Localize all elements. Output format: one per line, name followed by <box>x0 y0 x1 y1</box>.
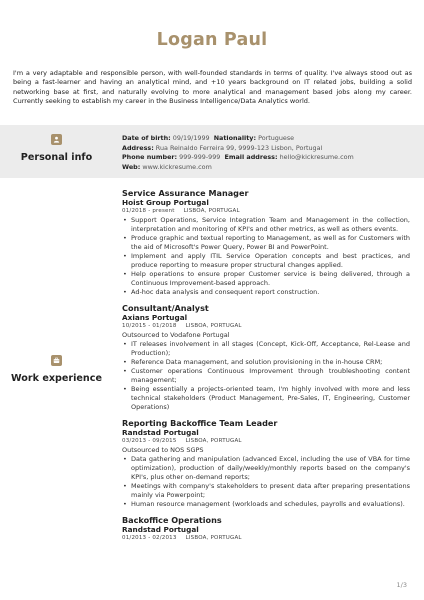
job-meta <box>122 534 410 543</box>
work-experience-title: Work experience <box>11 373 102 384</box>
personal-info-title: Personal info <box>20 152 93 163</box>
job-intro: Outsourced to NOS SGPS <box>122 446 204 454</box>
job-bullet: • IT releases involvement in all stages (Concept, Kick-Off, Acceptance, Rel-Lease and Production); <box>122 340 410 358</box>
nationality-label: Nationality: <box>213 134 257 142</box>
job-company: Axians Portugal <box>122 313 188 322</box>
job-bullet: • Customer operations Continuous Improvement through troubleshooting content management; <box>122 367 410 385</box>
job-bullet: • Ad-hoc data analysis and consequent report construction. <box>122 288 410 297</box>
job-bullet: • Meetings with company's stakeholders to present data after preparing presentations mainly via Powerpoint; <box>122 482 410 500</box>
email-value[interactable]: hello@kickresume.com <box>279 153 354 161</box>
job-dates: 01/2013 - 02/2013 <box>122 535 177 541</box>
job-intro: Outsourced to Vodafone Portugal <box>122 331 230 339</box>
job-bullets <box>122 455 410 509</box>
web-label: Web: <box>122 162 141 171</box>
pi-line-phone <box>122 153 354 163</box>
phone-value: 999-999-999 <box>179 153 221 161</box>
job-bullet: • Produce graphic and textual reporting to Management, as well as for Customers with the aid of Microsoft's Power Query, Power BI and PowerPoint. <box>122 234 410 252</box>
job-company: Randstad Portugal <box>122 525 199 534</box>
job-title: Service Assurance Manager <box>122 188 249 198</box>
address-value: Rua Reinaldo Ferreira 99, 9999-123 Lisbon, Portugal <box>155 143 323 152</box>
job-bullets <box>122 216 410 297</box>
nationality-value: Portuguese <box>258 134 295 142</box>
pi-line-web <box>122 163 354 173</box>
personal-info-heading <box>0 134 113 163</box>
candidate-name: Logan Paul <box>156 30 268 50</box>
address-label: Address: <box>122 143 154 152</box>
pi-line-address <box>122 144 354 154</box>
job-entry <box>122 515 410 543</box>
job-entry <box>122 418 410 509</box>
briefcase-icon <box>51 355 62 366</box>
job-location: LISBOA, PORTUGAL <box>185 323 242 329</box>
personal-info-details <box>122 134 354 172</box>
job-bullet: • Support Operations, Service Integration Team and Management in the collection, interpretation and monitoring of KPI's and other metrics, as well as others events. <box>122 216 410 234</box>
job-entry <box>122 188 410 297</box>
job-company: Hoist Group Portugal <box>122 198 209 207</box>
job-entry <box>122 303 410 412</box>
phone-label: Phone number: <box>122 153 178 161</box>
job-location: LISBOA, PORTUGAL <box>185 535 242 541</box>
web-value[interactable]: www.kickresume.com <box>142 162 212 171</box>
job-bullet: • Implement and apply ITIL Service Operation concepts and best practices, and produce reporting to measure proper structural changes applied. <box>122 252 410 270</box>
job-title: Backoffice Operations <box>122 515 222 525</box>
pi-line-dob <box>122 134 354 144</box>
job-location: LISBOA, PORTUGAL <box>183 208 240 214</box>
job-bullets <box>122 340 410 412</box>
page-number: 1/3 <box>396 581 407 589</box>
job-company: Randstad Portugal <box>122 428 199 437</box>
dob-label: Date of birth: <box>122 134 171 142</box>
job-meta <box>122 207 410 216</box>
person-icon <box>51 134 62 145</box>
job-location: LISBOA, PORTUGAL <box>185 438 242 444</box>
job-bullet: • Being essentially a projects-oriented team, I'm highly involved with more and less technical stakeholders (Product Management, Pre-Sales, IT, Engineering, Customer Operations) <box>122 385 410 412</box>
job-bullet: • Help operations to ensure proper Customer service is being delivered, through a Continuous Improvement-based approach. <box>122 270 410 288</box>
job-dates: 10/2015 - 01/2018 <box>122 323 177 329</box>
job-meta <box>122 322 410 331</box>
work-experience-list <box>122 188 410 549</box>
job-title: Consultant/Analyst <box>122 303 209 313</box>
job-bullet: • Human resource management (workloads and schedules, payrolls and evaluations). <box>122 500 410 509</box>
job-dates: 01/2018 - present <box>122 208 175 214</box>
email-label: Email address: <box>224 153 278 161</box>
job-title: Reporting Backoffice Team Leader <box>122 418 278 428</box>
dob-value: 09/19/1999 <box>172 134 210 142</box>
profile-summary: I'm a very adaptable and responsible person, with well-founded standards in terms of quality. I've always stood out as being a fast-learner and having an analytical mind, and +10 years background on IT related jobs, building a solid networking base at first, and naturally evolving to more analytical and management based jobs along my career. Currently seeking to establish my career in the Business Intelligence/Data Analytics world. <box>13 69 412 106</box>
job-dates: 03/2013 - 09/2015 <box>122 438 177 444</box>
job-bullet: • Reference Data management, and solution provisioning in the in-house CRM; <box>122 358 410 367</box>
job-meta <box>122 437 410 446</box>
work-experience-heading <box>0 355 113 384</box>
job-bullet: • Data gathering and manipulation (advanced Excel, including the use of VBA for time optimization), production of daily/weekly/monthly reports based on the company's KPI's, plus other on-demand reports; <box>122 455 410 482</box>
